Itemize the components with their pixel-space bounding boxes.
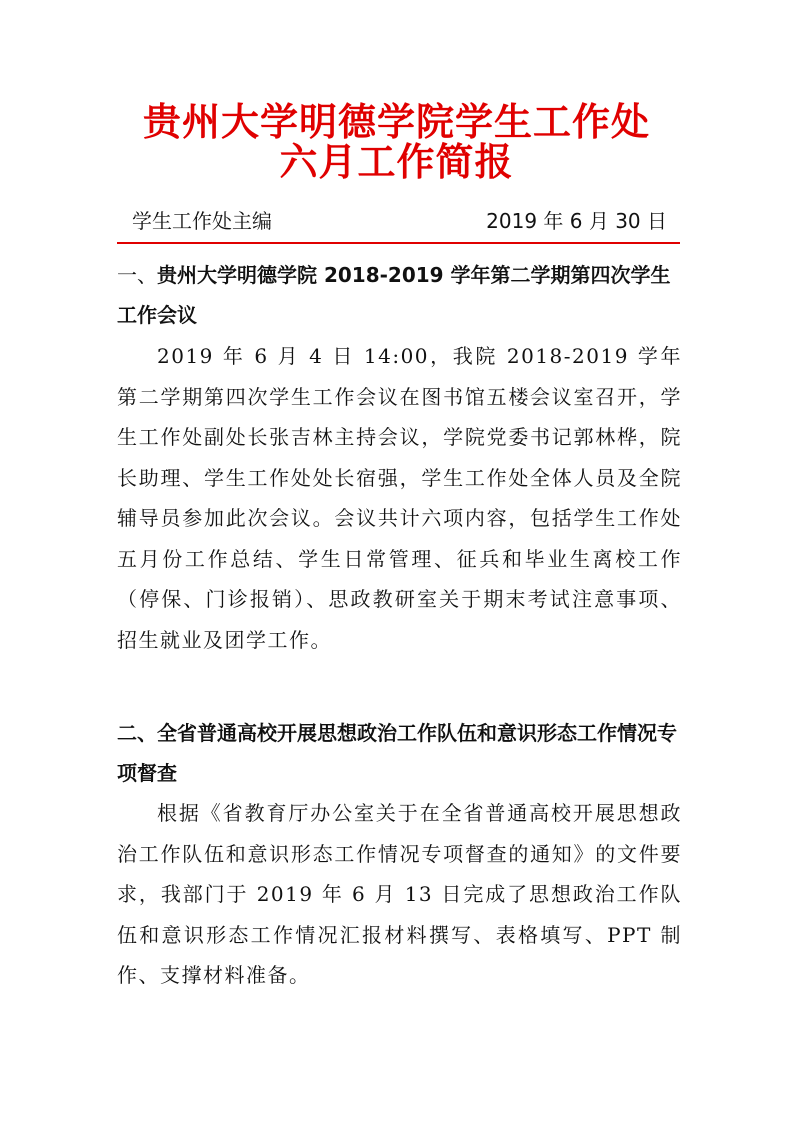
editor-label: 学生工作处主编 [132, 209, 272, 233]
section-number-2: 二、 [117, 721, 157, 745]
section-number-1: 一、 [117, 263, 157, 287]
report-title-line2: 六月工作简报 [279, 140, 514, 184]
section-heading-1 [117, 255, 682, 335]
section-heading-text-1: 贵州大学明德学院 2018-2019 学年第二学期第四次学生工作会议 [117, 263, 671, 327]
meta-row [127, 206, 667, 236]
section-heading-2 [117, 713, 682, 793]
report-date: 2019 年 6 月 30 日 [486, 209, 667, 233]
section-heading-text-2: 全省普通高校开展思想政治工作队伍和意识形态工作情况专项督查 [117, 721, 677, 785]
red-divider-rule [117, 242, 680, 244]
section-body-2: 根据《省教育厅办公室关于在全省普通高校开展思想政治工作队伍和意识形态工作情况专项督查的通知》的文件要求，我部门于 2019 年 6 月 13 日完成了思想政治工作队伍和意识形态工作情况汇报材料撰写、表格填写、PPT 制作、支撑材料准备。 [117, 801, 682, 987]
section-body-1: 2019 年 6 月 4 日 14:00，我院 2018-2019 学年第二学期第四次学生工作会议在图书馆五楼会议室召开，学生工作处副处长张吉林主持会议，学院党委书记郭林桦，院长助理、学生工作处处长宿强，学生工作处全体人员及全院辅导员参加此次会议。会议共计六项内容，包括学生工作处五月份工作总结、学生日常管理、征兵和毕业生离校工作（停保、门诊报销）、思政教研室关于期末考试注意事项、招生就业及团学工作。 [117, 344, 682, 652]
report-title-line1: 贵州大学明德学院学生工作处 [142, 100, 650, 144]
